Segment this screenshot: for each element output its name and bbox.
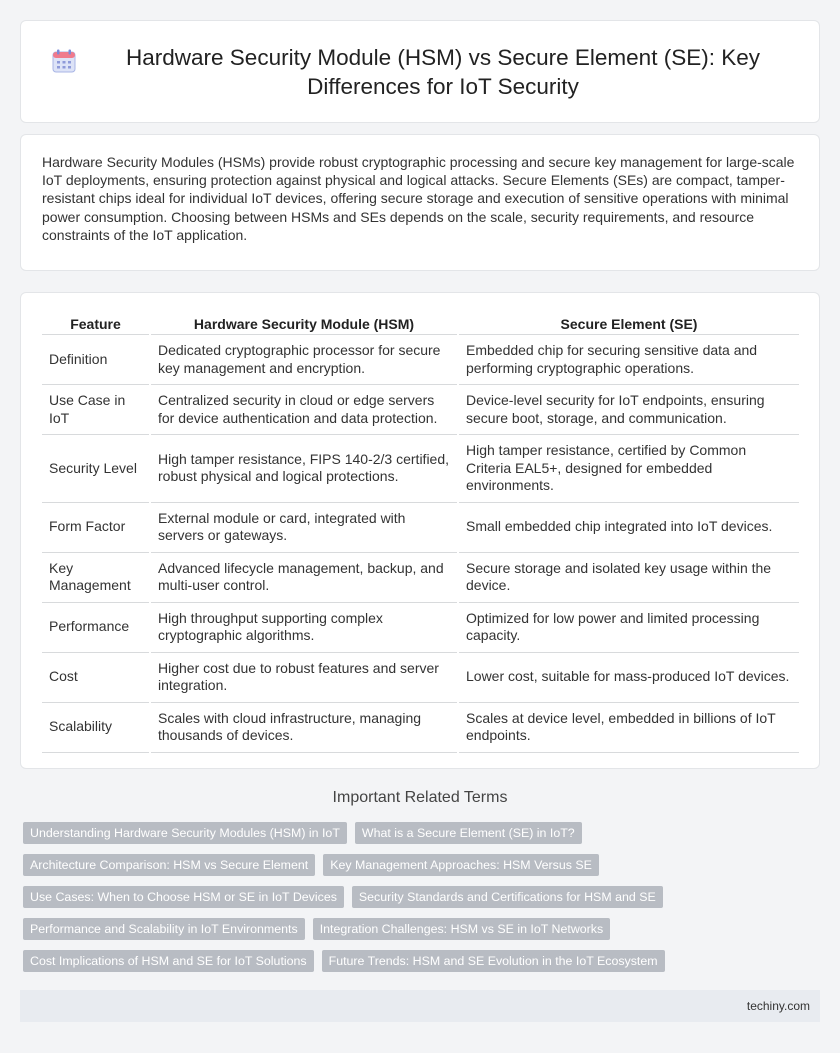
related-terms [23,822,823,982]
table-row [42,335,799,385]
related-term-link[interactable]: What is a Secure Element (SE) in IoT? [355,822,582,844]
related-terms-row [23,886,823,908]
se-cell: Embedded chip for securing sensitive data and performing cryptographic operations. [458,335,799,385]
footer [20,990,820,1022]
related-terms-title: Important Related Terms [332,789,508,806]
se-cell: Lower cost, suitable for mass-produced IoT devices. [458,652,799,702]
se-cell: Device-level security for IoT endpoints, ensuring secure boot, storage, and communication. [458,385,799,435]
se-cell: Small embedded chip integrated into IoT devices. [458,502,799,552]
related-terms-row [23,822,823,844]
table-row [42,552,799,602]
page-title: Hardware Security Module (HSM) vs Secure Element (SE): Key Differences for IoT Security [126,44,760,99]
related-term-link[interactable]: Cost Implications of HSM and SE for IoT Solutions [23,950,314,972]
intro-paragraph: Hardware Security Modules (HSMs) provide robust cryptographic processing and secure key management for large-scale IoT deployments, ensuring protection against physical and logical attacks. Secure Elements (SEs) are compact, tamper-resistant chips ideal for individual IoT devices, offering secure storage and execution of sensitive operations with minimal power consumption. Choosing between HSMs and SEs depends on the scale, security requirements, and resource constraints of the IoT application. [42,154,795,243]
related-term-link[interactable]: Key Management Approaches: HSM Versus SE [323,854,599,876]
related-term-link[interactable]: Understanding Hardware Security Modules (HSM) in IoT [23,822,347,844]
hsm-cell: Scales with cloud infrastructure, managing thousands of devices. [150,702,458,752]
column-header-se: Secure Element (SE) [458,311,799,335]
se-cell: High tamper resistance, certified by Common Criteria EAL5+, designed for embedded environments. [458,435,799,503]
feature-cell: Scalability [42,702,150,752]
hsm-cell: Higher cost due to robust features and server integration. [150,652,458,702]
table-row [42,435,799,503]
hsm-cell: Centralized security in cloud or edge servers for device authentication and data protection. [150,385,458,435]
comparison-card [20,292,820,769]
feature-cell: Performance [42,602,150,652]
feature-cell: Use Case in IoT [42,385,150,435]
related-term-link[interactable]: Future Trends: HSM and SE Evolution in the IoT Ecosystem [322,950,665,972]
feature-cell: Key Management [42,552,150,602]
hsm-cell: High tamper resistance, FIPS 140-2/3 certified, robust physical and logical protections. [150,435,458,503]
related-term-link[interactable]: Security Standards and Certifications for HSM and SE [352,886,663,908]
feature-cell: Security Level [42,435,150,503]
comparison-table [42,311,799,753]
column-header-hsm: Hardware Security Module (HSM) [150,311,458,335]
se-cell: Secure storage and isolated key usage within the device. [458,552,799,602]
calendar-icon [51,48,77,74]
related-term-link[interactable]: Architecture Comparison: HSM vs Secure Element [23,854,315,876]
feature-cell: Definition [42,335,150,385]
table-row [42,652,799,702]
intro-card [20,134,820,271]
footer-site-link[interactable]: techiny.com [746,999,810,1013]
related-term-link[interactable]: Performance and Scalability in IoT Environments [23,918,305,940]
feature-cell: Cost [42,652,150,702]
hsm-cell: Advanced lifecycle management, backup, and multi-user control. [150,552,458,602]
hsm-cell: High throughput supporting complex cryptographic algorithms. [150,602,458,652]
table-row [42,502,799,552]
table-row [42,602,799,652]
table-row [42,385,799,435]
related-terms-row [23,918,823,940]
title-card [20,20,820,123]
se-cell: Scales at device level, embedded in billions of IoT endpoints. [458,702,799,752]
feature-cell: Form Factor [42,502,150,552]
table-header-row [42,311,799,335]
table-row [42,702,799,752]
hsm-cell: External module or card, integrated with servers or gateways. [150,502,458,552]
se-cell: Optimized for low power and limited processing capacity. [458,602,799,652]
related-term-link[interactable]: Use Cases: When to Choose HSM or SE in IoT Devices [23,886,344,908]
hsm-cell: Dedicated cryptographic processor for secure key management and encryption. [150,335,458,385]
column-header-feature: Feature [42,311,150,335]
related-terms-row [23,854,823,876]
related-terms-row [23,950,823,972]
related-term-link[interactable]: Integration Challenges: HSM vs SE in IoT Networks [313,918,611,940]
